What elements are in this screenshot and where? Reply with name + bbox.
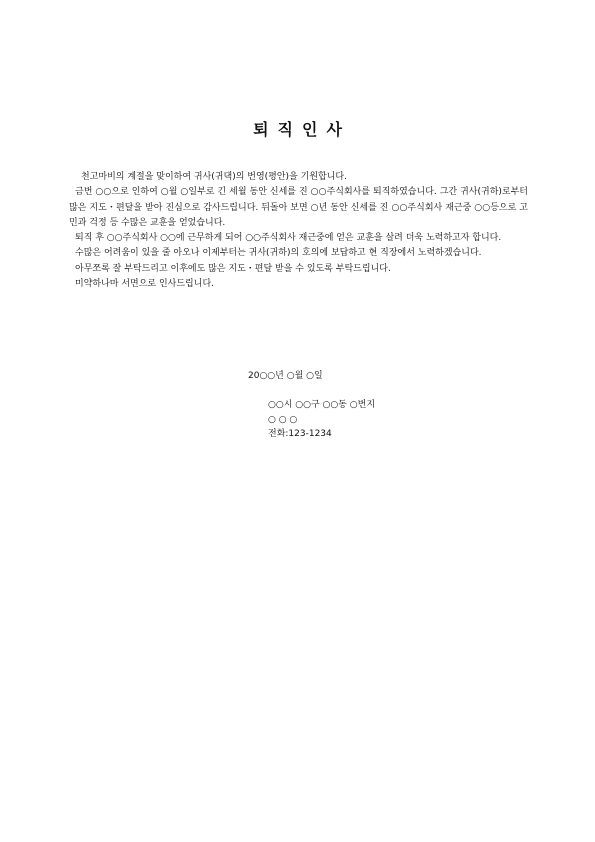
sender-name: ○ ○ ○	[268, 414, 298, 425]
paragraph-resolve: 수많은 어려움이 있을 줄 아오나 이제부터는 귀사(귀하)의 호의에 보답하고 현 직장에서 노력하겠습니다.	[75, 248, 482, 259]
paragraph-request: 아무쪼록 잘 부탁드리고 이후에도 많은 지도・편달 받을 수 있도록 부탁드립니다.	[75, 263, 391, 274]
paragraph-closing: 미약하나마 서면으로 인사드립니다.	[75, 279, 214, 290]
sender-block	[268, 398, 375, 442]
letter-body	[69, 170, 528, 292]
document-title: 퇴직인사	[253, 120, 351, 139]
paragraph-retirement: 금번 ○○으로 인하여 ○월 ○일부로 긴 세월 동안 신세를 진 ○○주식회사를 퇴직하였습니다. 그간 귀사(귀하)로부터 많은 지도・편달을 받아 진심으로 감사드립니다. 뒤돌아 보면 ○년 동안 신세를 진 ○○주식회사 재근중 ○○등으로 고민과 걱정 등 수많은 교훈을 얻었습니다.	[69, 187, 528, 228]
paragraph-greeting: 천고마비의 계절을 맞이하여 귀사(귀댁)의 번영(평안)을 기원합니다.	[81, 172, 347, 182]
letter-date: 20○○년 ○월 ○일	[248, 371, 323, 381]
paragraph-new-job: 퇴직 후 ○○주식회사 ○○에 근무하게 되어 ○○주식회사 재근중에 얻은 교훈을 살려 더욱 노력하고자 합니다.	[75, 233, 502, 244]
sender-address: ○○시 ○○구 ○○동 ○번지	[268, 400, 376, 410]
sender-phone: 전화:123-1234	[268, 429, 332, 439]
